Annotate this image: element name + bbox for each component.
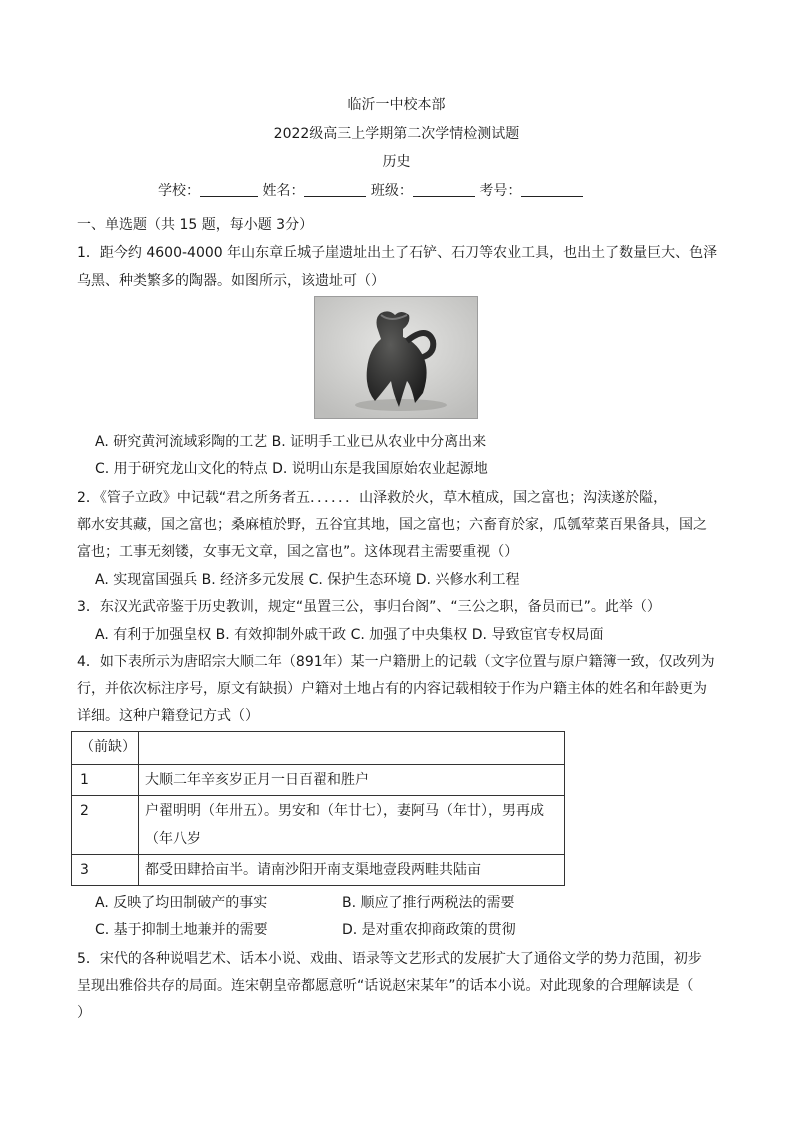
pottery-vessel-icon	[315, 297, 477, 418]
q4-option-d: D. 是对重农抑商政策的贯彻	[342, 922, 516, 938]
school-label: 学校：	[158, 183, 200, 199]
name-label: 姓名：	[262, 183, 305, 199]
row-text-line1: 户翟明明（年卅五）。男安和（年廿七），妻阿马（年廿），男再成	[145, 803, 544, 819]
id-blank[interactable]	[521, 182, 583, 197]
school-name: 临沂一中校本部	[347, 97, 446, 113]
class-blank[interactable]	[413, 182, 475, 197]
name-blank[interactable]	[304, 182, 366, 197]
q5-stem-line2: 呈现出雅俗共存的局面。连宋朝皇帝都愿意听“话说赵宋某年”的话本小说。对此现象的合理解读是（	[77, 978, 694, 994]
q1-stem-line2: 乌黑、种类繁多的陶器。如图所示，该遗址可（）	[77, 273, 385, 289]
q2-options: A. 实现富国强兵 B. 经济多元发展 C. 保护生态环境 D. 兴修水利工程	[95, 572, 520, 588]
subject-title: 历史	[382, 154, 411, 170]
row-number: 1	[72, 765, 139, 796]
q1-options-cd: C. 用于研究龙山文化的特点 D. 说明山东是我国原始农业起源地	[95, 461, 488, 477]
row-number: 2	[72, 796, 139, 855]
id-label: 考号：	[479, 183, 522, 199]
q2-stem-line3: 富也；工事无刻镂，女事无文章，国之富也”。这体现君主需要重视（）	[77, 544, 519, 560]
black-pottery-vessel-photo	[314, 296, 478, 419]
section-title: 一、单选题（共 15 题，每小题 3分）	[77, 217, 314, 233]
q3-options: A. 有利于加强皇权 B. 有效抑制外戚干政 C. 加强了中央集权 D. 导致宦官专权局面	[95, 627, 604, 643]
q4-option-a: A. 反映了均田制破产的事实	[95, 895, 268, 911]
row-text: 大顺二年辛亥岁正月一日百翟和胜户	[139, 765, 565, 796]
q4-stem-line3: 详细。这种户籍登记方式（）	[77, 708, 259, 724]
q1-options-ab: A. 研究黄河流域彩陶的工艺 B. 证明手工业已从农业中分离出来	[95, 434, 487, 450]
table-row	[72, 855, 565, 886]
exam-title: 2022级高三上学期第二次学情检测试题	[273, 126, 520, 142]
q4-option-b: B. 顺应了推行两税法的需要	[342, 895, 515, 911]
row-text-line2: （年八岁	[145, 831, 201, 847]
school-blank[interactable]	[200, 182, 258, 197]
household-register-table	[71, 731, 565, 886]
q5-stem-line3: ）	[77, 1005, 91, 1021]
q4-option-c: C. 基于抑制土地兼并的需要	[95, 922, 268, 938]
student-info-fields	[158, 182, 583, 200]
row-text	[139, 732, 565, 765]
q3-stem: 3．东汉光武帝鉴于历史教训，规定“虽置三公，事归台阁”、“三公之职，备员而已”。此举（）	[77, 599, 661, 615]
q2-stem-line1: 2．《管子立政》中记载“君之所务者五．．．．．．山泽救於火，草木植成，国之富也；沟渎遂於隘，	[77, 490, 668, 506]
row-number: 3	[72, 855, 139, 886]
class-label: 班级：	[370, 183, 413, 199]
table-row	[72, 796, 565, 855]
table-row	[72, 732, 565, 765]
q4-stem-line1: 4．如下表所示为唐昭宗大顺二年（891年）某一户籍册上的记载（文字位置与原户籍簿一致，仅改列为	[77, 654, 715, 670]
q2-stem-line2: 鄣水安其藏，国之富也；桑麻植於野，五谷宜其地，国之富也；六畜育於家，瓜瓠荤菜百果备具，国之	[77, 517, 707, 533]
q4-stem-line2: 行，并依次标注序号，原文有缺损）户籍对土地占有的内容记载相较于作为户籍主体的姓名和年龄更为	[77, 681, 707, 697]
q5-stem-line1: 5．宋代的各种说唱艺术、话本小说、戏曲、语录等文艺形式的发展扩大了通俗文学的势力范围，初步	[77, 951, 702, 967]
q1-stem-line1: 1．距今约 4600-4000 年山东章丘城子崖遗址出土了石铲、石刀等农业工具，也出土了数量巨大、色泽	[77, 245, 718, 261]
table-row	[72, 765, 565, 796]
row-text: 都受田肆拾亩半。请南沙阳开南支渠地壹段两畦共陆亩	[139, 855, 565, 886]
row-text	[139, 796, 565, 855]
row-number: （前缺）	[72, 732, 139, 765]
